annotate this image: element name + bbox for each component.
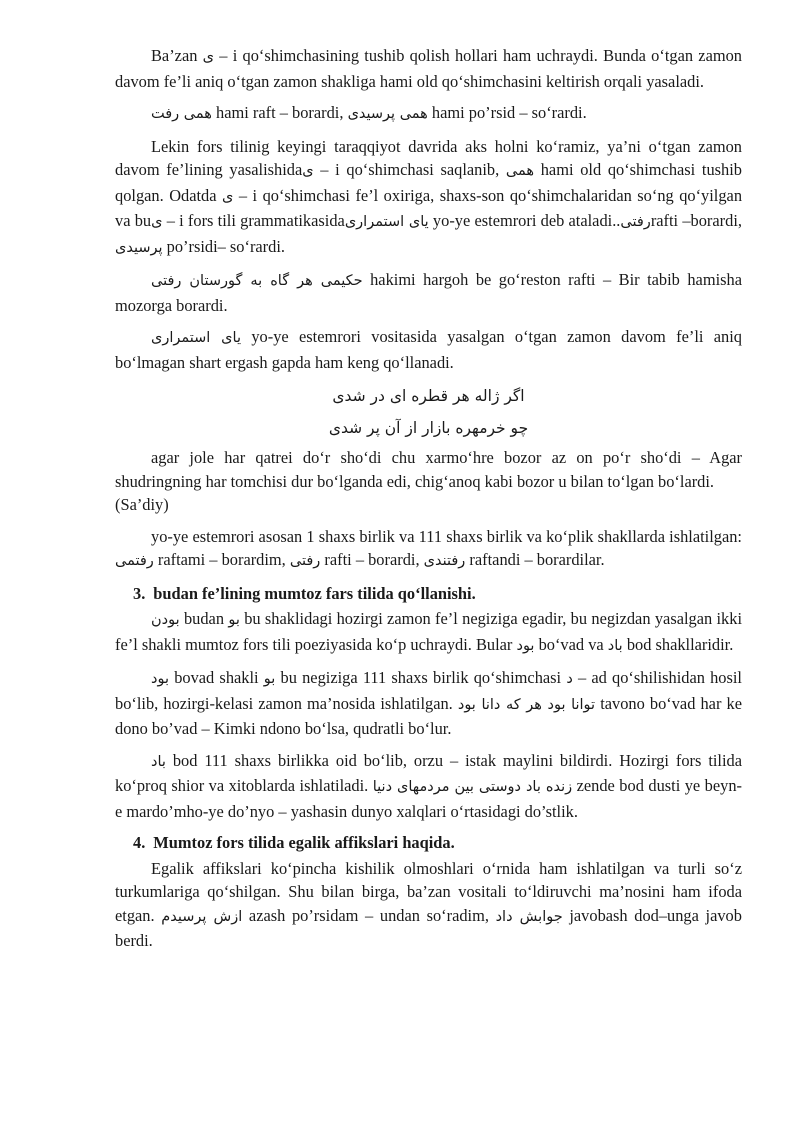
document-page (115, 44, 742, 961)
text-run: hami old qo‘shimchasi tushib qolgan. Odatda (115, 160, 742, 205)
paragraph-10 (115, 749, 742, 824)
text-run: – ad qo‘shilishidan hosil bo‘lib, hozirgi-kelasi zamon ma’nosida ishlatilgan. (115, 668, 742, 713)
section-heading-4 (115, 831, 742, 855)
persian-text: بو (263, 671, 276, 687)
persian-text: همی رفت (151, 106, 212, 122)
persian-text: توانا بود هر که دانا بود (457, 696, 596, 713)
text-run: rafti –borardi, (650, 211, 742, 230)
persian-text: حکیمی هر گاه به گورستان رفتی (151, 273, 363, 289)
text-run: tavono bo‘vad har ke dono bo’vad – Kimki ndono bo‘lsa, qudratli bo‘lur. (115, 693, 742, 738)
text-run: bu negiziga 111 shaxs birlik qo‘shimchasi (280, 668, 562, 687)
text-run: hami raft – borardi, (216, 103, 344, 122)
text-run: – i qo‘shimchasi saqlanib, (313, 160, 500, 179)
persian-text: رفتی (620, 214, 651, 230)
paragraph-11 (115, 857, 742, 953)
text-run: raftandi – borardilar. (469, 550, 605, 569)
paragraph-6 (115, 446, 742, 493)
persian-text: همی (505, 163, 535, 179)
text-run: raftami – borardim, (157, 550, 286, 569)
text-run: – i qo‘shimchasi fe’l oxiriga, shaxs-son qo‘shimchalaridan so‘ng qo‘yilgan va bu (115, 185, 743, 230)
text-run: hakimi hargoh be go‘reston rafti – Bir tabib hamisha mozorga borardi. (115, 270, 742, 315)
text-run: yo-ye estemrori asosan 1 shaxs birlik va 111 shaxs birlik va ko‘plik shakllarda ishlatilgan: (151, 526, 742, 546)
text-run: Lekin fors tilinig keyingi taraqqiyot davrida aks holni ko‘ramiz, ya’ni o‘tgan zamon davom fe’lining yasalishida (115, 136, 742, 179)
text-run: Egalik affikslari ko‘pincha kishilik olmoshlari o‘rnida ham ishlatilgan va turli so‘z turkumlariga qo‘shilgan. Shu bilan birga, ba’zan vositali to‘ldiruvchi ma’nosini ham ifoda etgan. (115, 858, 742, 925)
text-run: javobash dod–unga javob berdi. (115, 905, 742, 950)
text-run: po’rsidi– so‘rardi. (166, 236, 285, 256)
text-run: bovad shakli (174, 668, 259, 687)
text-run: – i qo‘shimchasining tushib qolish hollari ham uchraydi. Bunda o‘tgan zamon davom fe’li aniq o‘tgan zamon shakliga hami old qo‘shimchasini keltirish orqali yasaladi. (115, 46, 742, 91)
text-run: bod shakllaridir. (626, 634, 734, 654)
text-run: budan (183, 609, 225, 628)
heading-text: budan fe’lining mumtoz fars tilida qo‘llanishi. (153, 583, 476, 603)
section-heading-3 (115, 582, 742, 606)
persian-text: رفتی (289, 553, 321, 569)
paragraph-2 (115, 101, 742, 127)
text-run: – i fors tili grammatikasida (162, 211, 345, 230)
text-run: bu shaklidagi hozirgi zamon fe’l negiziga egadir, bu negizdan yasalgan ikki fe’l shakli mumtoz fors tili poeziyasida ko‘p uchraydi. Bular (115, 609, 743, 654)
persian-text: باد (607, 637, 623, 654)
persian-text: ازش پرسیدم (161, 908, 243, 925)
text-run: azash po’rsidam – undan so‘radim, (248, 905, 489, 925)
text-run: agar jole har qatrei do‘r sho‘di chu xarmo‘hre bozor az on po‘r sho‘di – Agar shudringning har tomchisi dur bo‘lganda edi, chig‘anoq kabi bozor u bilan to‘lgan bo‘lardi. (115, 448, 742, 491)
text-run: rafti – borardi, (324, 550, 420, 569)
persian-text: جوابش داد (495, 908, 563, 925)
text-run: bo‘vad va (538, 634, 604, 654)
persian-text: د (566, 671, 573, 687)
persian-text: یای استمراری (151, 330, 241, 346)
paragraph-8 (115, 607, 742, 658)
text-run: zende bod dusti ye beyn-e mardo’mho-ye do’nyo – yashasin dunyo xalqlari o‘rtasidagi do’stlik. (115, 776, 743, 821)
text-run: yo-ye estemrori deb ataladi.. (428, 211, 621, 230)
text-run: Ba’zan (151, 46, 198, 65)
text-run: hami po’rsid – so‘rardi. (431, 103, 587, 122)
paragraph-3 (115, 135, 742, 261)
persian-text: ی (202, 49, 215, 65)
paragraph-5 (115, 325, 742, 374)
paragraph-4 (115, 268, 742, 317)
text-run: bod 111 shaxs birlikka oid bo‘lib, orzu – istak maylini bildirdi. Hozirgi fors tilida ko‘proq shior va xitoblarda ishlatiladi. (115, 750, 742, 795)
persian-text: پرسیدی (115, 239, 163, 256)
heading-text: Mumtoz fors tilida egalik affikslari haqida. (153, 833, 455, 852)
persian-text: ی (222, 188, 234, 205)
text-run: yo-ye estemrori vositasida yasalgan o‘tgan zamon davom fe’li aniq bo‘lmagan shart ergash gapda ham keng qo‘llanadi. (115, 327, 742, 372)
citation-sadiy: (Sa’diy) (115, 495, 169, 514)
persian-text: باد (151, 753, 166, 770)
persian-text: ی (302, 163, 314, 179)
poem-verse-line-2: چو خرمهره بازار از آن پر شدی (328, 419, 529, 437)
poem-verse-line-1: اگر ژاله هر قطره ای در شدی (332, 387, 525, 405)
persian-text: زنده باد دوستی بین مردمهای دنیا (372, 779, 573, 795)
persian-text: ی (151, 214, 163, 230)
paragraph-7 (115, 525, 742, 574)
persian-text: همی پرسیدی (347, 106, 428, 122)
persian-text: بودن (151, 612, 180, 628)
heading-number: 3. (133, 583, 146, 603)
persian-text: بود (516, 637, 535, 654)
persian-text: یای استمراری (344, 214, 429, 230)
heading-number: 4. (133, 833, 146, 852)
persian-text: رفتندی (423, 553, 466, 569)
persian-text: بو (228, 612, 240, 628)
persian-text: بود (151, 671, 169, 687)
paragraph-1 (115, 44, 742, 93)
paragraph-9 (115, 666, 742, 741)
persian-text: رفتمی (115, 553, 154, 569)
